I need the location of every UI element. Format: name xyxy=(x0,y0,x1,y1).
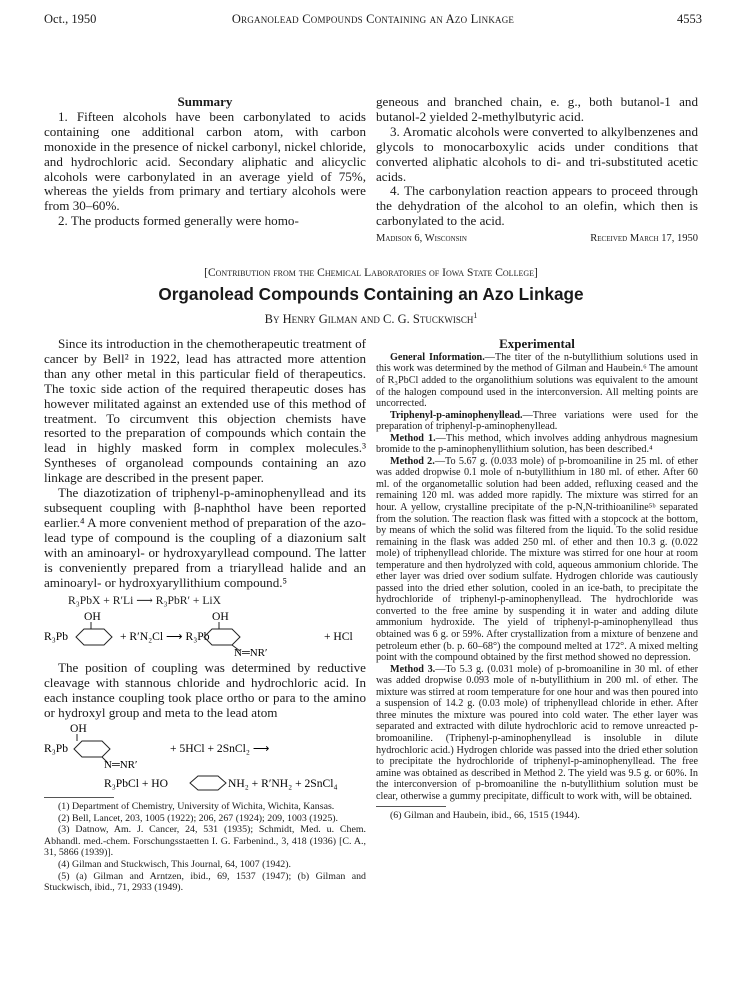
received-date: Received March 17, 1950 xyxy=(590,233,698,245)
header-date: Oct., 1950 xyxy=(44,12,97,26)
method-2-lead: Method 2. xyxy=(390,455,435,467)
article-left-column xyxy=(44,337,366,894)
article-authors xyxy=(40,311,702,327)
eq2-benzene-ring-left xyxy=(76,629,112,645)
eq2-azo-group: N═NR′ xyxy=(234,647,268,658)
method-3-paragraph xyxy=(376,664,698,803)
author-location: Madison 6, Wisconsin xyxy=(376,233,467,245)
footnote-rule-right xyxy=(376,806,446,807)
summary-left-column xyxy=(44,95,366,229)
article-title: Organolead Compounds Containing an Azo Linkage xyxy=(158,284,584,304)
experimental-heading: Experimental xyxy=(499,336,575,351)
footnote-3: (3) Datnow, Am. J. Cancer, 24, 531 (1935); Schmidt, Med. u. Chem. Abhandl. med.-chem. Forschungsstaetten I. G. Farbenind., 3, 418 (1936) [C. A., 31, 5866 (1939)]. xyxy=(44,824,366,859)
header-page-number: 4553 xyxy=(677,12,702,26)
eq3-products-left: R₃PbCl + HO xyxy=(104,776,169,790)
diazotization-paragraph: The diazotization of triphenyl-p-aminophenyllead and its subsequent coupling with β-naphthol have been reported earlier.⁴ A more convenient method of preparation of the azo-lead type of compound is the coupling of a diazonium salt with an aminoaryl- or hydroxyaryllead compound. The latter is conveniently prepared from a triaryllead halide and an aminoaryl- or hydroxyaryllithium compound.⁵ xyxy=(44,485,366,590)
tpap-paragraph xyxy=(376,410,698,433)
coupling-position-paragraph: The position of coupling was determined by reductive cleavage with stannous chloride and hydrochloric acid. In each instance coupling took place ortho or para to the amino or hydroxyl group and meta to the lead atom xyxy=(44,660,366,721)
equation-3-diagram xyxy=(44,721,366,793)
summary-item-2: 2. The products formed generally were homo- xyxy=(58,213,299,229)
eq3-benzene-ring-product xyxy=(190,776,226,790)
general-information-paragraph xyxy=(376,352,698,410)
method-1-text: —This method, which involves adding anhydrous magnesium bromide to the p-aminophenyllithium solution, has been described.⁴ xyxy=(376,432,698,456)
tpap-lead: Triphenyl-p-aminophenyllead. xyxy=(390,409,523,421)
eq2-oh-left: OH xyxy=(84,610,101,624)
footnote-6: (6) Gilman and Haubein, ibid., 66, 1515 (1944). xyxy=(390,810,580,822)
method-3-text: —To 5.3 g. (0.031 mole) of p-bromoaniline in 30 ml. of ether was added dropwise 0.093 mole of n-butyllithium in 200 ml. of ether. The mixture was stirred at room temperature for one hour and was then poured into a suspension of 14.2 g. (0.03 mole) of triphenyllead chloride in ether. After three minutes the mixture was poured into cold water. The ether layer was separated and extracted with dilute hydrochloric acid to remove unreacted p-bromoaniline. (Triphenyl-p-aminophenyllead is insoluble in dilute hydrochloric acid.) Hydrogen chloride was passed into the dried ether solution to precipitate the hydrochloride of triphenyl-p-aminophenyllead. The free amine was obtained as described in Method 2. The yield was 9.5 g. or 60%. In the interconversion of p-bromoaniline the n-butyllithium solution must be clear, otherwise a gummy precipitate, difficult to work with, will be obtained. xyxy=(376,663,698,802)
summary-right-column xyxy=(376,95,698,247)
running-header xyxy=(44,12,702,30)
article-right-column xyxy=(376,337,698,822)
eq2-middle: + R′N₂Cl ⟶ R₃Pb xyxy=(120,630,210,644)
footnote-1: (1) Department of Chemistry, University of Wichita, Wichita, Kansas. xyxy=(58,800,335,812)
eq3-left-reagent: R₃Pb xyxy=(44,741,69,755)
header-running-title: Organolead Compounds Containing an Azo Linkage xyxy=(231,12,515,26)
footnote-4: (4) Gilman and Stuckwisch, This Journal, 64, 1007 (1942). xyxy=(58,858,291,870)
contribution-line: [Contribution from the Chemical Laboratories of Iowa State College] xyxy=(204,267,538,279)
tpap-text: —Three variations were used for the preparation of triphenyl-p-aminophenyllead. xyxy=(376,409,698,433)
equation-1: R₃PbX + R′Li ⟶ R₃PbR′ + LiX xyxy=(68,594,222,608)
method-3-lead: Method 3. xyxy=(390,663,436,675)
authors-text: By Henry Gilman and C. G. Stuckwisch xyxy=(264,312,474,327)
equation-2-diagram xyxy=(44,609,366,657)
method-1-lead: Method 1. xyxy=(390,432,436,444)
eq2-oh-right: OH xyxy=(212,610,229,624)
summary-heading: Summary xyxy=(177,94,233,109)
eq3-middle: + 5HCl + 2SnCl₂ ⟶ xyxy=(170,741,270,755)
general-information-text: —The titer of the n-butyllithium solutions used in this work was determined by the method of Gilman and Haubein.⁶ The amount of R₃PbCl added to the organolithium solutions was equivalent to the amount of the halogen compound used in the interconversion. All melting points are uncorrected. xyxy=(376,351,699,410)
eq3-benzene-ring xyxy=(74,741,110,757)
summary-item-4: 4. The carbonylation reaction appears to proceed through the dehydration of the alcohol to an olefin, which then is carbonylated to the acid. xyxy=(376,183,698,229)
eq3-azo-group: N═NR′ xyxy=(104,758,138,771)
eq3-oh: OH xyxy=(70,721,87,735)
intro-paragraph: Since its introduction in the chemotherapeutic treatment of cancer by Bell² in 1922, lead has attracted more attention than any other metal in this particular field of therapeutics. The toxic side action of the required therapeutic doses has however militated against an extended use of this method of treatment. To circumvent this objection chemists have resorted to the preparation of compounds which contain the lead in highly masked form in complex molecules.³ Syntheses of organolead compounds containing an azo linkage are described in the present paper. xyxy=(44,336,366,486)
footnote-rule xyxy=(44,797,114,798)
footnote-5: (5) (a) Gilman and Arntzen, ibid., 69, 1537 (1947); (b) Gilman and Stuckwisch, ibid., 71, 2933 (1949). xyxy=(44,870,366,894)
summary-item-3: 3. Aromatic alcohols were converted to alkylbenzenes and glycols to monocarboxylic acids under conditions that converted aliphatic alcohols to di- and tri-substituted acetic acids. xyxy=(376,123,698,184)
received-line xyxy=(376,232,698,247)
eq2-right: + HCl xyxy=(324,630,353,644)
summary-continued: geneous and branched chain, e. g., both butanol-1 and butanol-2 yielded 2-methylbutyric acid. xyxy=(376,94,698,124)
summary-item-1: 1. Fifteen alcohols have been carbonylated to acids containing one additional carbon atom, with carbon monoxide in the presence of nickel carbonyl, nickel chloride, and hydrochloric acid. Secondary aliphatic and alicyclic alcohols were carbonylated in an average yield of 75%, whereas the yields from primary and tertiary alcohols were from 30–60%. xyxy=(44,108,366,214)
method-2-text: —To 5.67 g. (0.033 mole) of p-bromoaniline in 25 ml. of ether was added dropwise 0.1 mole of n-butyllithium in 180 ml. of ether. After 60 ml. of the organometallic solution had been added, refluxing ceased and the remaining 120 ml. was added more rapidly. The mixture was stirred for an hour. A yellow, crystalline precipitate of the p-N,N-trithioaniline⁵ᵇ separated from the solution. The reaction flask was fitted with a stopcock at the bottom, by means of which the solid was filtered from the liquid. To the solid residue remaining in the flask was added 250 ml. of ether and then 10.3 g. (0.022 mole) of triphenyllead chloride. The mixture was stirred for one hour at room temperature and then hydrolyzed with cold, aqueous ammonium chloride. The ether layer was dried over sodium sulfate. Hydrogen chloride was cautiously passed into the dried ether solution, cooled in an ice-bath, to precipitate the hydrochloride of triphenyl-p-aminophenyllead. The hydrochloride was converted to the free amine by suspending it in water and adding dilute ammonium hydroxide. The yield of triphenyl-p-aminophenyllead thus obtained was 6 g. or 59%. After crystallization from a mixture of benzene and petroleum ether (b. p. 60–68°) the compound melted at 172°. A mixed melting point with the compound obtained by the first method showed no depression. xyxy=(376,455,698,664)
eq3-products-right: NH₂ + R′NH₂ + 2SnCl₄ xyxy=(228,776,338,790)
eq2-left-reagent: R₃Pb xyxy=(44,630,69,644)
general-information-lead: General Information. xyxy=(390,351,485,363)
method-1-paragraph xyxy=(376,433,698,456)
method-2-paragraph xyxy=(376,456,698,664)
authors-footnote-mark: 1 xyxy=(473,311,478,320)
footnote-2: (2) Bell, Lancet, 203, 1005 (1922); 206, 267 (1924); 209, 1003 (1925). xyxy=(58,812,339,824)
